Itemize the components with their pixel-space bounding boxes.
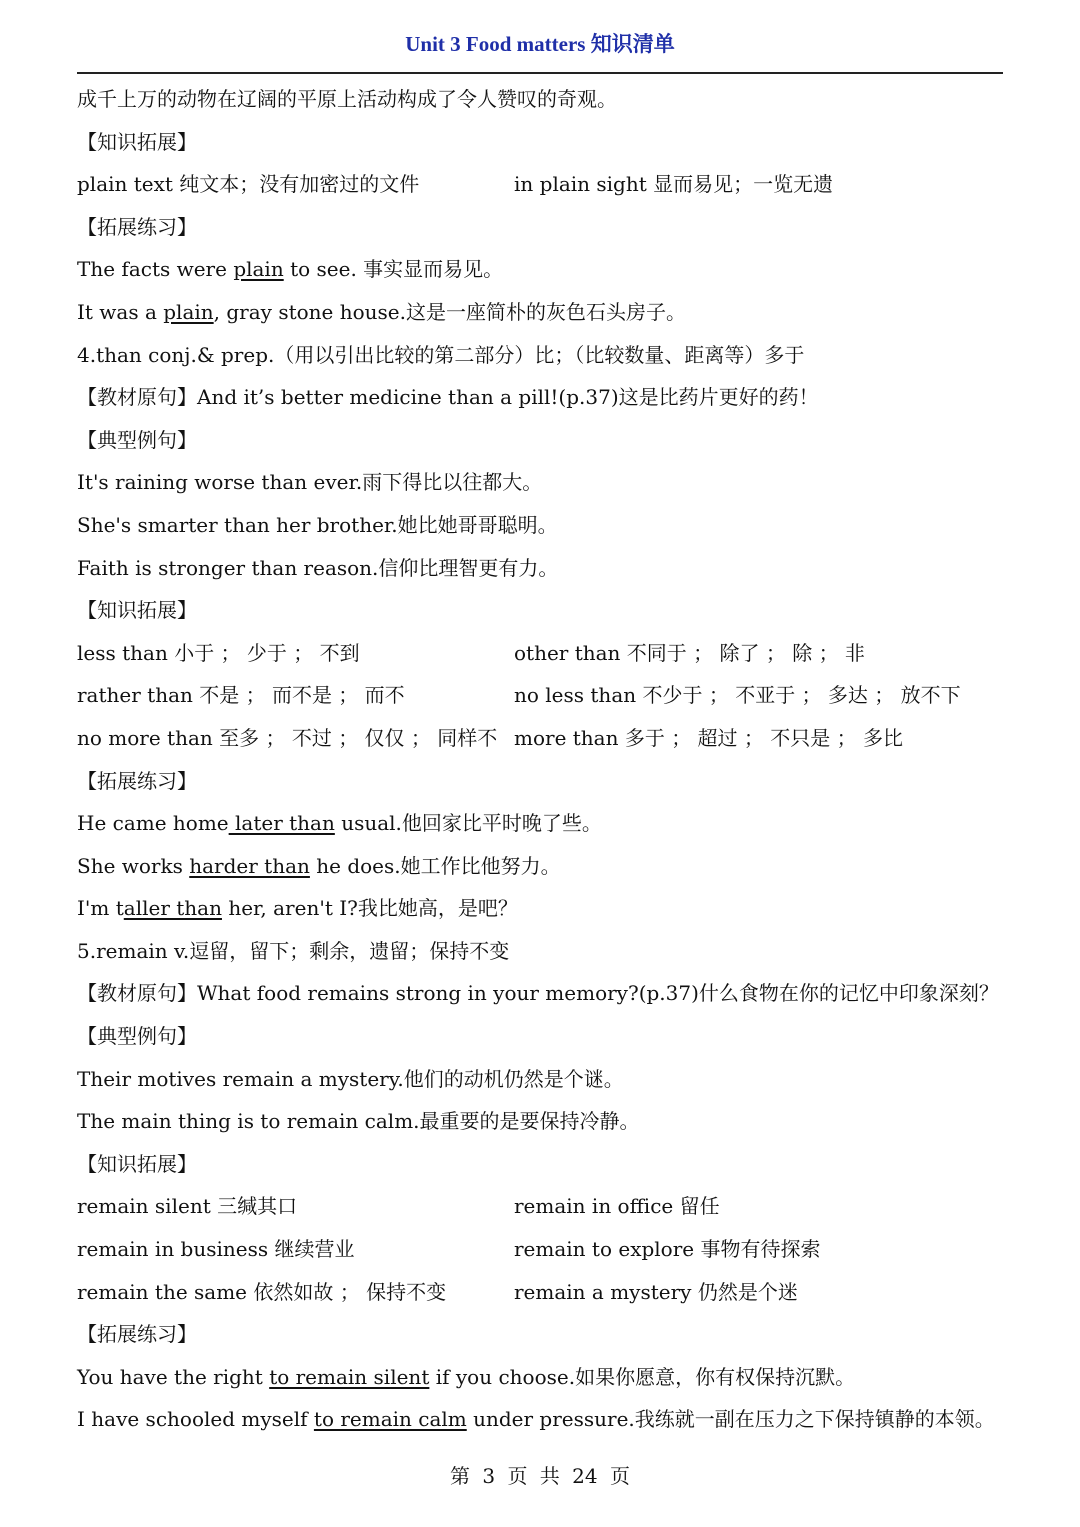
example-sentence [77, 845, 1007, 888]
vocab-entry: 5.remain v.逗留，留下；剩余，遗留；保持不变 [77, 938, 510, 963]
sentence-start: I have schooled myself [77, 1407, 314, 1432]
phrase-left: remain the same 依然如故 ； 保持不变 [77, 1279, 447, 1304]
example-sentence [77, 291, 1007, 334]
two-column-row [77, 632, 1007, 675]
phrase-left: no more than 至多 ； 不过 ； 仅仅 ； 同样不 [77, 725, 498, 750]
phrase-left: remain in business 继续营业 [77, 1237, 355, 1262]
sentence-end: usual.他回家比平时晚了些。 [334, 811, 602, 836]
two-column-row [77, 1185, 1007, 1228]
sentence-end: , gray stone house.这是一座简朴的灰色石头房子。 [213, 299, 686, 324]
phrase-right: more than 多于 ； 超过 ； 不只是 ； 多比 [514, 725, 903, 750]
header-divider [77, 72, 1003, 74]
phrase-left: remain silent 三缄其口 [77, 1194, 298, 1219]
sentence-end: to see. 事实显而易见。 [283, 257, 504, 282]
two-column-row [77, 717, 1007, 760]
phrase-right: remain to explore 事物有待探索 [514, 1237, 821, 1262]
underlined-phrase: plain [233, 257, 284, 282]
example-sentence: It's raining worse than ever.雨下得比以往都大。 [77, 470, 543, 495]
document-body [77, 78, 1007, 1441]
phrase-right: in plain sight 显而易见；一览无遗 [514, 172, 834, 197]
section-heading: 【知识拓展】 [77, 129, 197, 154]
example-sentence: Faith is stronger than reason.信仰比理智更有力。 [77, 555, 559, 580]
sentence-start: It was a [77, 299, 164, 324]
example-sentence [77, 248, 1007, 291]
example-sentence [77, 887, 1007, 930]
phrase-left: rather than 不是 ； 而不是 ； 而不 [77, 683, 405, 708]
section-heading: 【知识拓展】 [77, 598, 197, 623]
text-line: 成千上万的动物在辽阔的平原上活动构成了令人赞叹的奇观。 [77, 87, 617, 111]
page-number: 第 3 页 共 24 页 [450, 1464, 630, 1488]
underlined-phrase: to remain silent [269, 1364, 430, 1389]
sentence-end: under pressure.我练就一副在压力之下保持镇静的本领。 [466, 1407, 995, 1432]
phrase-right: remain a mystery 仍然是个迷 [514, 1279, 798, 1304]
section-heading: 【知识拓展】 [77, 1151, 197, 1176]
phrase-left: plain text 纯文本；没有加密过的文件 [77, 172, 420, 197]
section-heading: 【典型例句】 [77, 427, 197, 452]
section-heading: 【拓展练习】 [77, 768, 197, 793]
underlined-phrase: harder than [189, 853, 310, 878]
section-heading: 【拓展练习】 [77, 214, 197, 239]
two-column-row [77, 1228, 1007, 1271]
phrase-right: other than 不同于 ； 除了 ； 除 ； 非 [514, 640, 865, 665]
underlined-phrase: to remain calm [313, 1407, 467, 1432]
page-header-title: Unit 3 Food matters 知识清单 [405, 32, 675, 56]
underlined-phrase: aller than [123, 896, 222, 921]
example-sentence: The main thing is to remain calm.最重要的是要保持冷静。 [77, 1109, 640, 1134]
sentence-end: her, aren't I?我比她高，是吧？ [221, 896, 518, 921]
sentence-start: She works [77, 853, 190, 878]
sentence-start: You have the right [77, 1364, 270, 1389]
sentence-start: The facts were [77, 257, 234, 282]
sentence-start: I'm t [77, 896, 124, 921]
sentence-end: he does.她工作比他努力。 [309, 853, 561, 878]
section-heading: 【拓展练习】 [77, 1322, 197, 1347]
phrase-right: no less than 不少于 ； 不亚于 ； 多达 ； 放不下 [514, 683, 961, 708]
section-heading: 【典型例句】 [77, 1024, 197, 1049]
underlined-phrase: plain [163, 299, 214, 324]
example-sentence [77, 1398, 1007, 1441]
two-column-row [77, 674, 1007, 717]
example-sentence: She's smarter than her brother.她比她哥哥聪明。 [77, 512, 558, 537]
underlined-phrase: later than [228, 811, 335, 836]
phrase-left: less than 小于 ； 少于 ； 不到 [77, 640, 360, 665]
example-sentence: Their motives remain a mystery.他们的动机仍然是个谜。 [77, 1066, 624, 1091]
vocab-entry: 4.than conj.& prep.（用以引出比较的第二部分）比；（比较数量、距离等）多于 [77, 342, 805, 367]
textbook-sentence: 【教材原句】What food remains strong in your memory?(p.37)什么食物在你的记忆中印象深刻？ [77, 981, 999, 1006]
two-column-row [77, 1271, 1007, 1314]
sentence-start: He came home [77, 811, 229, 836]
example-sentence [77, 802, 1007, 845]
sentence-end: if you choose.如果你愿意，你有权保持沉默。 [429, 1364, 856, 1389]
example-sentence [77, 1356, 1007, 1399]
two-column-row [77, 163, 1007, 206]
phrase-right: remain in office 留任 [514, 1194, 720, 1219]
textbook-sentence: 【教材原句】And it’s better medicine than a pill!(p.37)这是比药片更好的药！ [77, 385, 819, 410]
